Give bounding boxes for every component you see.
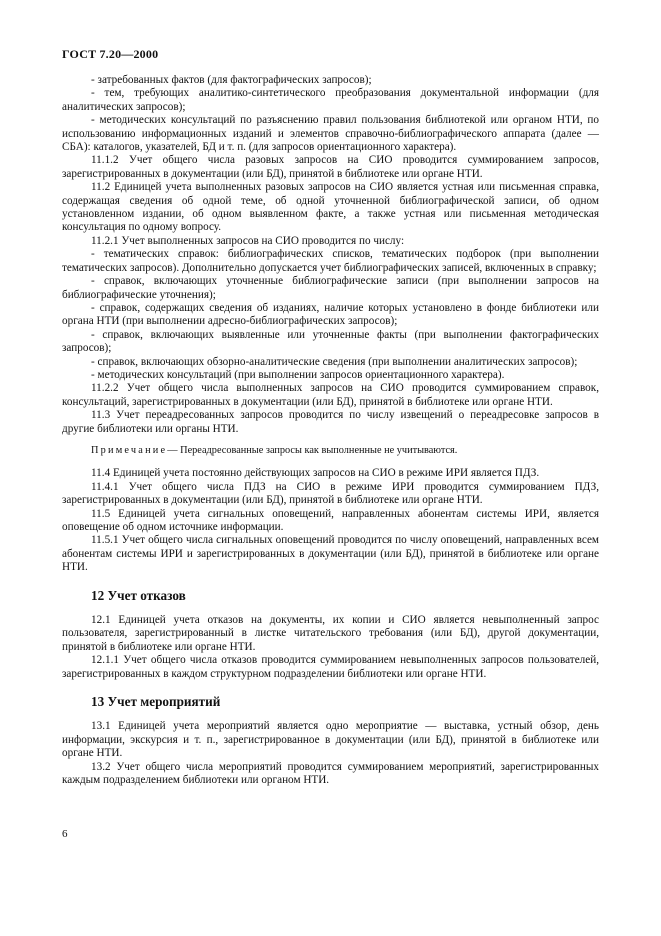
paragraph: 11.4 Единицей учета постоянно действующих запросов на СИО в режиме ИРИ является ПДЗ. bbox=[91, 467, 540, 480]
section-heading: 12 Учет отказов bbox=[91, 587, 186, 603]
paragraph: 12.1 Единицей учета отказов на документы, их копии и СИО является невыполненный запрос пользователя, зарегистрированный в листке читательского требования (или БД), другой документации, принятой в библиотеке или органе НТИ. bbox=[62, 614, 599, 653]
paragraph: 12.1.1 Учет общего числа отказов проводится суммированием невыполненных запросов пользователей, зарегистрированных в каждом структурном подразделении библиотеки или органе НТИ. bbox=[62, 654, 599, 680]
paragraph: - тем, требующих аналитико-синтетического преобразования документальной информации (для аналитических запросов); bbox=[62, 87, 599, 113]
paragraph: 13.1 Единицей учета мероприятий является одно мероприятие — выставка, устный обзор, день информации, экскурсия и т. п., зарегистрированное в документации (или БД), принятой в библиотеке или органе НТИ. bbox=[62, 720, 599, 760]
document-header: ГОСТ 7.20—2000 bbox=[62, 47, 159, 61]
paragraph: 11.5 Единицей учета сигнальных оповещений, направленных абонентам системы ИРИ, является оповещение об одном источнике информации. bbox=[62, 507, 599, 533]
paragraph: - методических консультаций по разъяснению правил пользования библиотекой или органом НТИ, по использованию информационных изданий и элементов справочно-библиографического аппарата (далее — СБА): каталогов, указателей, БД и т. п. (для запросов ориентационного характера). bbox=[62, 114, 599, 154]
paragraph: - затребованных фактов (для фактографических запросов); bbox=[91, 74, 372, 86]
paragraph: - справок, содержащих сведения об изданиях, наличие которых установлено в фонде библиотеки или органа НТИ (при выполнении адресно-библиографических запросов); bbox=[62, 301, 599, 328]
paragraph: 11.1.2 Учет общего числа разовых запросов на СИО проводится суммированием запросов, зарегистрированных в документации (или БД), принятой в библиотеке или органе НТИ. bbox=[62, 154, 599, 180]
paragraph: - тематических справок: библиографических списков, тематических подборок (при выполнении тематических запросов). Дополнительно допускается учет библиографических записей, включенных в справку; bbox=[62, 248, 599, 274]
page-number: 6 bbox=[62, 828, 68, 840]
section-heading: 13 Учет мероприятий bbox=[91, 694, 221, 710]
note-text: — Переадресованные запросы как выполненные не учитываются. bbox=[167, 444, 458, 456]
note-label: Примечание bbox=[91, 444, 168, 456]
paragraph: 11.4.1 Учет общего числа ПДЗ на СИО в режиме ИРИ проводится суммированием ПДЗ, зарегистрированных в документации (или БД), принятой в библиотеке или органе НТИ. bbox=[62, 480, 599, 507]
paragraph: - методических консультаций (при выполнении запросов ориентационного характера). bbox=[91, 368, 505, 381]
paragraph: 11.2.2 Учет общего числа выполненных запросов на СИО проводится суммированием справок, консультаций, зарегистрированных в документации (или БД), принятой в библиотеке или органе НТИ. bbox=[62, 382, 599, 408]
paragraph: - справок, включающих уточненные библиографические записи (при выполнении запросов на библиографические уточнения); bbox=[62, 275, 599, 301]
paragraph: 11.3 Учет переадресованных запросов проводится по числу извещений о переадресовке запросов в другие библиотеки или органы НТИ. bbox=[62, 409, 599, 435]
paragraph: 11.5.1 Учет общего числа сигнальных оповещений проводится по числу оповещений, направленных всем абонентам системы ИРИ и зарегистрированных в документации (или БД), принятой в библиотеке или органе НТИ. bbox=[62, 534, 599, 574]
paragraph: 11.2 Единицей учета выполненных разовых запросов на СИО является устная или письменная справка, содержащая сведения об одной теме, об одной уточненной библиографической записи, об одном установленном издании, об одном выявленном факте, а также устная или письменная методическая консультация по одному вопросу. bbox=[62, 181, 599, 234]
paragraph: 11.2.1 Учет выполненных запросов на СИО проводится по числу: bbox=[91, 234, 405, 247]
note bbox=[62, 444, 599, 457]
paragraph: - справок, включающих выявленные или уточненные факты (при выполнении фактографических запросов); bbox=[62, 328, 599, 355]
paragraph: - справок, включающих обзорно-аналитические сведения (при выполнении аналитических запросов); bbox=[91, 355, 578, 368]
document-body bbox=[62, 74, 599, 788]
paragraph: 13.2 Учет общего числа мероприятий проводится суммированием мероприятий, зарегистрированных каждым подразделением библиотеки или органом НТИ. bbox=[62, 760, 599, 787]
